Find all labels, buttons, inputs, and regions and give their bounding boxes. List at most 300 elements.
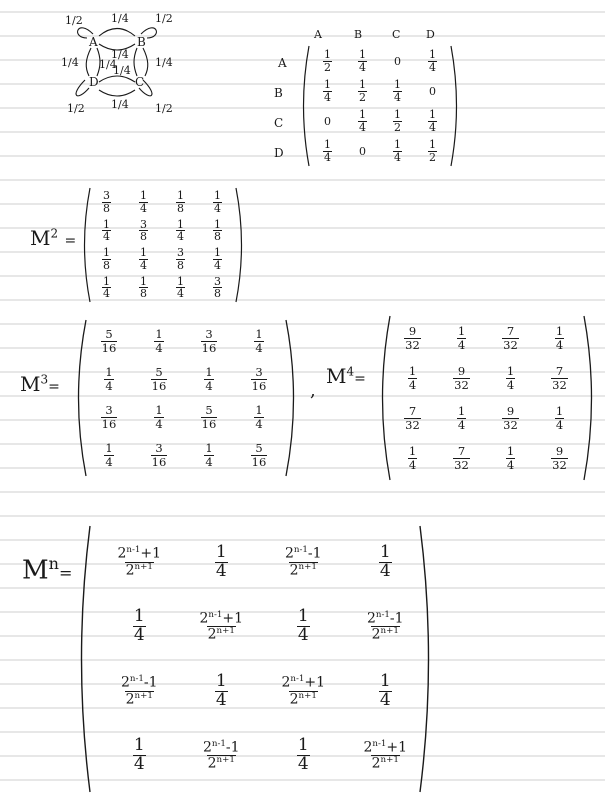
matrix-cell — [323, 49, 332, 73]
label-c-d: 1/4 — [111, 98, 129, 111]
fraction-denominator: 8 — [214, 287, 221, 301]
fraction-numerator: 1 — [379, 541, 391, 562]
fraction-numerator: 1 — [359, 107, 366, 121]
fraction-numerator: 3 — [140, 217, 147, 231]
fraction-denominator: $2^{n+1}$ — [289, 561, 317, 579]
fraction-denominator: 4 — [215, 689, 227, 710]
fraction-denominator: 4 — [394, 90, 401, 104]
matrix-entry — [176, 276, 185, 300]
matrix-cell — [506, 365, 515, 390]
fraction-numerator: 1 — [214, 246, 221, 260]
matrix-entry — [101, 404, 118, 429]
fraction-denominator: 32 — [405, 337, 420, 352]
fraction-denominator: $2^{n+1}$ — [207, 626, 235, 643]
edge-c-d — [99, 90, 135, 96]
fraction-denominator: 4 — [408, 377, 417, 392]
m4-block — [326, 314, 602, 482]
label-b-a: 1/4 — [111, 48, 129, 61]
row-header-b: B — [274, 86, 283, 100]
col-header-c: C — [392, 28, 401, 41]
label-d-self: 1/2 — [67, 102, 85, 115]
matrix-cell — [154, 328, 163, 353]
m3-label: $M^3=$ — [20, 372, 60, 396]
matrix-entry — [428, 109, 437, 133]
fraction-numerator: 1 — [140, 189, 147, 203]
matrix-entry — [139, 247, 148, 271]
fraction-denominator: 4 — [177, 287, 184, 301]
node-b: B — [137, 35, 146, 49]
matrix-entry — [502, 405, 519, 430]
fraction-numerator: 1 — [177, 189, 184, 203]
fraction-denominator: 4 — [205, 378, 213, 393]
m2-matrix — [88, 188, 236, 302]
fraction-numerator: 7 — [457, 444, 466, 459]
fraction-denominator: 32 — [552, 377, 567, 392]
fraction-numerator: 1 — [255, 403, 263, 418]
fraction-denominator: $2^{n+1}$ — [125, 690, 153, 708]
matrix-entry — [551, 365, 568, 390]
fraction-denominator: 4 — [133, 754, 145, 775]
fraction-denominator: 4 — [297, 754, 309, 775]
label-a-d: 1/4 — [61, 56, 79, 69]
matrix-entry — [457, 405, 466, 430]
matrix-cell — [453, 445, 470, 470]
fraction-denominator: 32 — [503, 337, 518, 352]
edge-a-b — [99, 29, 135, 37]
fraction-numerator: 9 — [457, 364, 466, 379]
fraction-denominator: 4 — [359, 120, 366, 134]
node-c: C — [135, 75, 145, 89]
m3-block — [20, 318, 310, 478]
matrix-entry — [379, 541, 392, 581]
matrix-cell — [101, 328, 118, 353]
label-b-self: 1/2 — [155, 12, 173, 25]
fraction-numerator: 1 — [429, 107, 436, 121]
fraction-denominator: 16 — [201, 416, 217, 431]
label-c-self: 1/2 — [155, 102, 173, 115]
matrix-cell — [151, 442, 168, 467]
fraction-denominator: 32 — [503, 417, 518, 432]
fraction-denominator: 4 — [324, 150, 331, 164]
fraction-denominator: 4 — [155, 416, 163, 431]
matrix-entry — [204, 366, 213, 391]
matrix-entry — [366, 611, 405, 643]
fraction-numerator: 1 — [155, 403, 163, 418]
fraction-numerator: 5 — [255, 441, 263, 456]
label-d-c: 1/4 — [113, 64, 131, 77]
fraction-denominator: 2 — [394, 120, 401, 134]
fraction-denominator: 4 — [359, 60, 366, 74]
matrix-cell — [457, 325, 466, 350]
matrix-entry — [204, 442, 213, 467]
matrix-entry — [453, 445, 470, 470]
fraction-numerator: 1 — [324, 47, 331, 61]
matrix-entry — [453, 365, 470, 390]
fraction-denominator: 32 — [454, 457, 469, 472]
matrix-cell — [133, 608, 146, 645]
fraction-numerator: 2$^{n-1}$-1 — [120, 674, 158, 692]
fraction-numerator: 1 — [177, 274, 184, 288]
fraction-numerator: $2^{n-1}+1$ — [117, 545, 162, 563]
fraction-denominator: 4 — [408, 457, 417, 472]
label-d-a: 1/4 — [99, 58, 117, 71]
fraction-denominator: $2^{n+1}$ — [125, 561, 153, 579]
fraction-denominator: 4 — [133, 625, 145, 646]
fraction-denominator: 4 — [214, 258, 221, 272]
fraction-numerator: 1 — [555, 404, 564, 419]
matrix-entry — [555, 325, 564, 350]
fraction-denominator: 32 — [405, 417, 420, 432]
fraction-denominator: 32 — [454, 377, 469, 392]
matrix-cell — [104, 442, 113, 467]
matrix-cell — [280, 675, 326, 707]
matrix-entry — [506, 445, 515, 470]
col-header-b: B — [354, 28, 363, 41]
fraction-denominator: 2 — [429, 150, 436, 164]
matrix-cell — [297, 737, 310, 774]
matrix-cell — [139, 190, 148, 214]
edge-c-b — [134, 48, 137, 76]
fraction-denominator: 4 — [379, 560, 391, 581]
fraction-numerator: 1 — [429, 47, 436, 61]
matrix-entry — [116, 546, 162, 578]
fraction-denominator: 8 — [214, 230, 221, 244]
fraction-numerator: 1 — [214, 189, 221, 203]
matrix-entry — [393, 109, 402, 133]
fraction-numerator: 3 — [155, 441, 163, 456]
fraction-denominator: 16 — [151, 378, 167, 393]
matrix-entry — [102, 276, 111, 300]
matrix-entry — [457, 325, 466, 350]
matrix-entry — [151, 366, 168, 391]
fraction-denominator: 8 — [177, 201, 184, 215]
fraction-denominator: 4 — [457, 417, 466, 432]
edge-b-c — [143, 48, 148, 76]
matrix-cell — [116, 546, 162, 578]
fraction-numerator: 3 — [103, 189, 110, 203]
matrix-cell — [198, 611, 244, 643]
fraction-numerator: 1 — [394, 137, 401, 151]
row-header-d: D — [274, 146, 284, 160]
matrix-cell — [555, 405, 564, 430]
fraction-denominator: 4 — [555, 337, 564, 352]
matrix-entry — [404, 405, 421, 430]
mn-block — [22, 524, 442, 794]
matrix-cell — [555, 325, 564, 350]
matrix-entry — [102, 190, 111, 214]
matrix-entry — [358, 49, 367, 73]
edge-a-d — [86, 48, 91, 76]
fraction-numerator: 3 — [105, 403, 113, 418]
matrix-cell — [393, 79, 402, 103]
matrix-entry — [358, 109, 367, 133]
matrix-entry — [297, 608, 310, 645]
matrix-cell — [213, 247, 222, 271]
fraction-numerator: 5 — [205, 403, 213, 418]
matrix-entry — [428, 49, 437, 73]
matrix-cell — [394, 55, 401, 68]
fraction-denominator: 4 — [105, 378, 113, 393]
matrix-cell — [393, 139, 402, 163]
fraction-numerator: 9 — [408, 324, 417, 339]
fraction-numerator: 1 — [408, 444, 417, 459]
fraction-numerator: 1 — [103, 217, 110, 231]
row-header-c: C — [274, 116, 284, 130]
matrix-entry — [404, 325, 421, 350]
fraction-denominator: 4 — [429, 60, 436, 74]
matrix-entry — [176, 247, 185, 271]
matrix-cell — [453, 365, 470, 390]
fraction-numerator: 1 — [555, 324, 564, 339]
matrix-entry — [201, 404, 218, 429]
matrix-entry: 0 — [324, 114, 331, 128]
matrix-cell — [502, 405, 519, 430]
matrix-entry — [551, 445, 568, 470]
fraction-numerator: 1 — [133, 735, 145, 756]
m4-matrix — [388, 318, 584, 478]
fraction-numerator: 9 — [506, 404, 515, 419]
fraction-denominator: $2^{n+1}$ — [207, 755, 235, 772]
matrix-entry: 0 — [429, 84, 436, 98]
matrix-cell — [323, 79, 332, 103]
matrix-cell — [358, 109, 367, 133]
fraction-numerator: 2$^{n-1}$-1 — [202, 738, 240, 756]
matrix-cell — [213, 219, 222, 243]
matrix-cell — [393, 109, 402, 133]
matrix-entry — [139, 219, 148, 243]
m2-block — [30, 186, 260, 304]
matrix-entry — [139, 190, 148, 214]
fraction-numerator: 1 — [155, 327, 163, 342]
fraction-numerator: 2$^{n-1}$-1 — [366, 609, 404, 627]
matrix-entry — [213, 247, 222, 271]
matrix-cell — [213, 276, 222, 300]
right-paren — [582, 314, 600, 482]
matrix-cell — [404, 405, 421, 430]
matrix-entry — [251, 366, 268, 391]
fraction-denominator: 4 — [140, 201, 147, 215]
matrix-entry — [198, 611, 244, 643]
fraction-denominator: 16 — [101, 340, 117, 355]
fraction-denominator: 4 — [103, 287, 110, 301]
matrix-cell — [213, 190, 222, 214]
fraction-numerator: 1 — [359, 47, 366, 61]
fraction-numerator: 5 — [105, 327, 113, 342]
fraction-denominator: 16 — [251, 454, 267, 469]
fraction-numerator: $2^{n-1}+1$ — [363, 738, 408, 756]
fraction-numerator: 1 — [105, 441, 113, 456]
fraction-numerator: 1 — [429, 137, 436, 151]
matrix-entry — [393, 139, 402, 163]
fraction-numerator: $2^{n-1}+1$ — [281, 674, 326, 692]
matrix-entry — [213, 190, 222, 214]
fraction-denominator: 16 — [151, 454, 167, 469]
matrix-entry — [133, 608, 146, 645]
fraction-denominator: $2^{n+1}$ — [371, 626, 399, 643]
fraction-denominator: 4 — [205, 454, 213, 469]
fraction-denominator: 16 — [201, 340, 217, 355]
fraction-numerator: 5 — [155, 365, 163, 380]
matrix-cell — [154, 404, 163, 429]
fraction-denominator: 4 — [555, 417, 564, 432]
fraction-numerator: 1 — [379, 670, 391, 691]
matrix-cell — [151, 366, 168, 391]
matrix-entry — [408, 445, 417, 470]
matrix-cell — [215, 541, 228, 581]
matrix-entry — [213, 219, 222, 243]
matrix-cell — [102, 219, 111, 243]
fraction-denominator: 4 — [297, 625, 309, 646]
fraction-numerator: 1 — [205, 365, 213, 380]
matrix-cell — [176, 190, 185, 214]
matrix-cell — [428, 49, 437, 73]
matrix-entry — [506, 365, 515, 390]
fraction-denominator: 8 — [103, 258, 110, 272]
fraction-numerator: 1 — [408, 364, 417, 379]
col-header-d: D — [426, 28, 435, 41]
matrix-entry — [201, 328, 218, 353]
fraction-numerator: 1 — [177, 217, 184, 231]
fraction-numerator: 1 — [506, 444, 515, 459]
right-paren — [284, 318, 302, 478]
matrix-cell — [284, 546, 323, 578]
fraction-denominator: 4 — [324, 90, 331, 104]
matrix-cell — [101, 404, 118, 429]
fraction-numerator: 3 — [214, 274, 221, 288]
matrix-cell — [176, 276, 185, 300]
fraction-denominator: 16 — [101, 416, 117, 431]
fraction-numerator: 1 — [140, 246, 147, 260]
fraction-denominator: 4 — [394, 150, 401, 164]
fraction-numerator: 1 — [215, 670, 227, 691]
fraction-denominator: 8 — [177, 258, 184, 272]
fraction-denominator: 8 — [140, 287, 147, 301]
matrix-cell — [551, 365, 568, 390]
fraction-denominator: 4 — [506, 457, 515, 472]
matrix-cell — [379, 670, 392, 710]
matrix-entry — [254, 404, 263, 429]
matrix-cell — [408, 365, 417, 390]
matrix-entry — [102, 247, 111, 271]
fraction-numerator: 1 — [297, 606, 309, 627]
fraction-denominator: 4 — [255, 416, 263, 431]
matrix-cell — [176, 219, 185, 243]
matrix-entry — [104, 366, 113, 391]
fraction-denominator: 4 — [255, 340, 263, 355]
fraction-denominator: 4 — [214, 201, 221, 215]
fraction-denominator: 32 — [552, 457, 567, 472]
row-header-a: A — [278, 56, 287, 70]
matrix-entry — [176, 219, 185, 243]
fraction-numerator: 1 — [205, 441, 213, 456]
fraction-numerator: 1 — [103, 246, 110, 260]
matrix-entry — [154, 404, 163, 429]
matrix-cell — [358, 49, 367, 73]
node-a: A — [89, 35, 98, 49]
fraction-numerator: 3 — [255, 365, 263, 380]
label-a-b: 1/4 — [111, 12, 129, 25]
matrix-cell — [201, 404, 218, 429]
fraction-numerator: 7 — [555, 364, 564, 379]
matrix-entry — [101, 328, 118, 353]
matrix-cell — [324, 115, 331, 128]
fraction-denominator: 2 — [359, 90, 366, 104]
transition-matrix — [310, 46, 450, 166]
matrix-cell — [102, 247, 111, 271]
fraction-numerator: 1 — [394, 77, 401, 91]
matrix-cell — [366, 611, 405, 643]
matrix-cell — [428, 139, 437, 163]
matrix-cell — [202, 740, 241, 772]
fraction-numerator: 1 — [324, 137, 331, 151]
matrix-entry — [104, 442, 113, 467]
matrix-entry — [555, 405, 564, 430]
right-paren — [448, 44, 464, 168]
matrix-cell — [102, 276, 111, 300]
matrix-cell — [251, 442, 268, 467]
matrix-entry — [251, 442, 268, 467]
matrix-cell — [404, 325, 421, 350]
fraction-numerator: 1 — [297, 735, 309, 756]
matrix-entry — [215, 670, 228, 710]
fraction-denominator: 4 — [140, 258, 147, 272]
matrix-entry — [323, 49, 332, 73]
fraction-denominator: 8 — [140, 230, 147, 244]
matrix-entry — [379, 670, 392, 710]
matrix-entry — [102, 219, 111, 243]
fraction-denominator: 4 — [177, 230, 184, 244]
matrix-entry — [254, 328, 263, 353]
fraction-denominator: $2^{n+1}$ — [371, 755, 399, 772]
matrix-cell — [251, 366, 268, 391]
matrix-entry — [428, 139, 437, 163]
right-paren — [234, 186, 248, 304]
m2-label: $M^2$ = — [30, 226, 77, 250]
matrix-cell — [215, 670, 228, 710]
fraction-numerator: 3 — [177, 246, 184, 260]
matrix-entry — [176, 190, 185, 214]
self-loop-d — [76, 80, 89, 96]
matrix-entry — [408, 365, 417, 390]
fraction-denominator: 2 — [324, 60, 331, 74]
matrix-cell — [204, 442, 213, 467]
matrix-cell — [359, 145, 366, 158]
fraction-numerator: 1 — [140, 274, 147, 288]
fraction-denominator: 8 — [103, 201, 110, 215]
matrix-cell — [176, 247, 185, 271]
matrix-cell — [133, 737, 146, 774]
fraction-numerator: 2$^{n-1}$-1 — [284, 545, 322, 563]
matrix-entry — [213, 276, 222, 300]
fraction-denominator: 4 — [215, 560, 227, 581]
matrix-cell — [379, 541, 392, 581]
fraction-numerator: 7 — [506, 324, 515, 339]
fraction-numerator: 1 — [324, 77, 331, 91]
matrix-cell — [102, 190, 111, 214]
col-header-a: A — [314, 28, 322, 41]
fraction-denominator: $2^{n+1}$ — [289, 690, 317, 708]
matrix-cell — [502, 325, 519, 350]
matrix-entry — [151, 442, 168, 467]
fraction-denominator: 16 — [251, 378, 267, 393]
fraction-numerator: 1 — [255, 327, 263, 342]
node-d: D — [89, 75, 99, 89]
mn-matrix — [88, 530, 416, 788]
fraction-numerator: 7 — [408, 404, 417, 419]
matrix-cell — [428, 109, 437, 133]
matrix-cell — [429, 85, 436, 98]
fraction-numerator: 1 — [105, 365, 113, 380]
